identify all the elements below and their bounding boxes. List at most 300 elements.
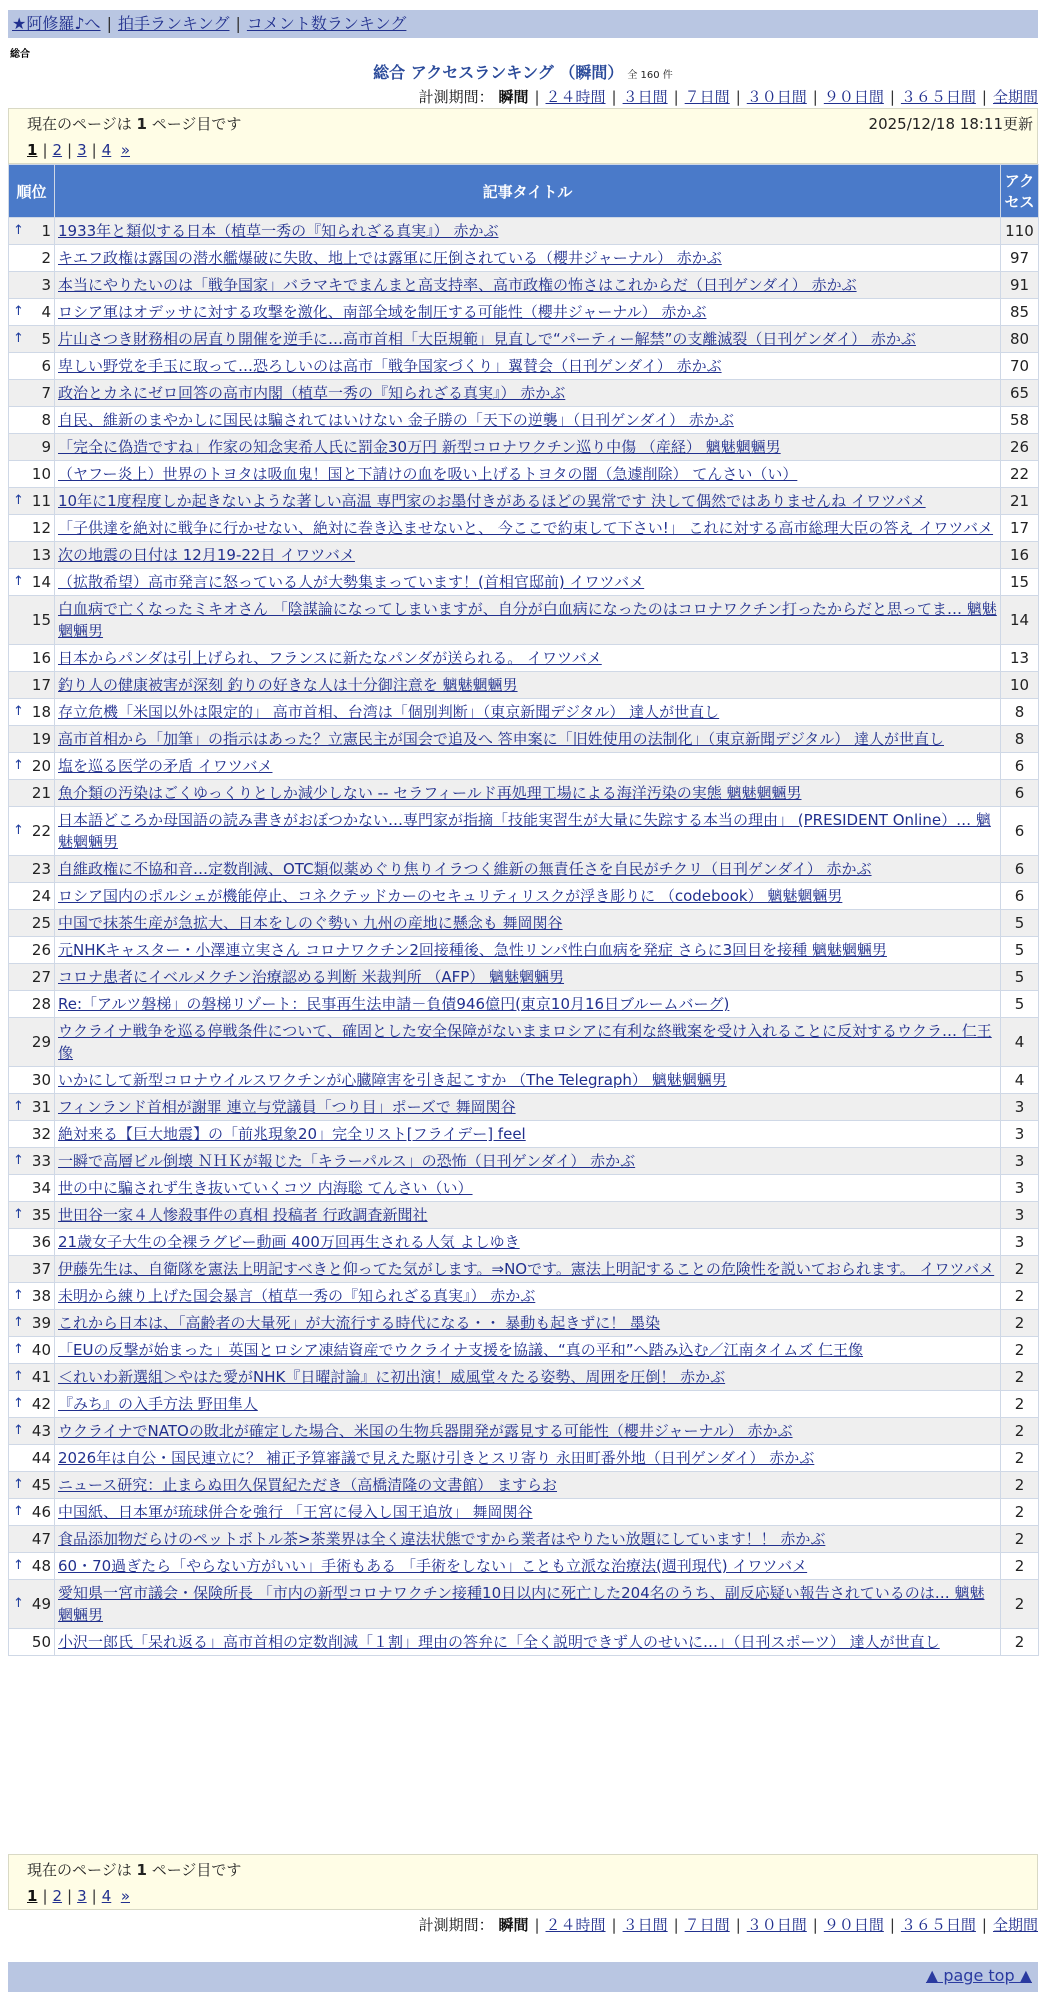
page-link-3[interactable]: 3: [77, 1887, 87, 1905]
title-cell: [55, 1526, 1001, 1553]
rank-cell: [9, 299, 55, 326]
period-label: 計測期間：: [418, 1916, 494, 1934]
title-cell: [55, 434, 1001, 461]
rank-number: 34: [31, 1179, 51, 1197]
rank-cell: [9, 380, 55, 407]
rank-up-arrow-icon: ↑: [13, 1596, 24, 1611]
table-row: [9, 991, 1039, 1018]
period-option-7d[interactable]: ７日間: [684, 88, 730, 106]
table-row: [9, 1580, 1039, 1629]
page-link-2[interactable]: 2: [52, 1887, 63, 1905]
rank-number: 6: [41, 357, 51, 375]
period-option-all[interactable]: 全期間: [992, 88, 1038, 106]
rank-cell: [9, 672, 55, 699]
period-option-90d[interactable]: ９０日間: [823, 88, 884, 106]
title-cell: [55, 1094, 1001, 1121]
table-row: [9, 1229, 1039, 1256]
access-count: 5: [1001, 964, 1039, 991]
access-count: 21: [1001, 488, 1039, 515]
access-count: 2: [1001, 1580, 1039, 1629]
period-option-365d[interactable]: ３６５日間: [900, 88, 976, 106]
article-title-link[interactable]: ウクライナでNATOの敗北が確定した場合、米国の生物兵器開発が露見する可能性（櫻井ジャーナル） 赤かぶ: [58, 1422, 793, 1440]
period-option-instant: 瞬間: [498, 1916, 529, 1934]
table-row: [9, 1526, 1039, 1553]
article-title-link[interactable]: 10年に1度程度しか起きないような著しい高温 専門家のお墨付きがあるほどの異常です 決して偶然ではありませんね イワツバメ: [58, 492, 926, 510]
rank-number: 8: [41, 411, 51, 429]
rank-up-arrow-icon: ↑: [13, 331, 24, 346]
access-count: 6: [1001, 807, 1039, 856]
article-title-link[interactable]: 日本語どころか母国語の読み書きがおぼつかない…専門家が指摘「技能実習生が大量に失踪する本当の理由」 (PRESIDENT Online）… 魑魅魍魎男: [58, 811, 991, 851]
rank-number: 24: [31, 887, 51, 905]
rank-cell: [9, 1018, 55, 1067]
rank-number: 20: [31, 757, 51, 775]
period-option-90d[interactable]: ９０日間: [823, 1916, 884, 1934]
title-cell: [55, 542, 1001, 569]
rank-number: 2: [41, 249, 51, 267]
rank-cell: [9, 245, 55, 272]
article-title-link[interactable]: 中国紙、日本軍が琉球併合を強行 「王宮に侵入し国王追放」 舞岡関谷: [58, 1503, 533, 1521]
rank-cell: [9, 1580, 55, 1629]
table-row: [9, 726, 1039, 753]
access-count: 2: [1001, 1445, 1039, 1472]
rank-cell: [9, 937, 55, 964]
table-row: [9, 1148, 1039, 1175]
rank-up-arrow-icon: ↑: [13, 1369, 24, 1384]
period-option-365d[interactable]: ３６５日間: [900, 1916, 976, 1934]
table-row: [9, 1391, 1039, 1418]
rank-cell: [9, 1472, 55, 1499]
article-title-link[interactable]: 「完全に偽造ですね」作家の知念実希人氏に罰金30万円 新型コロナワクチン巡り中傷 （産経） 魑魅魍魎男: [58, 438, 781, 456]
access-count: 4: [1001, 1018, 1039, 1067]
rank-cell: [9, 1418, 55, 1445]
access-count: 6: [1001, 856, 1039, 883]
article-title-link[interactable]: 本当にやりたいのは「戦争国家」バラマキでまんまと高支持率、高市政権の怖さはこれからだ（日刊ゲンダイ） 赤かぶ: [58, 276, 857, 294]
page-link-3[interactable]: 3: [77, 141, 87, 159]
table-row: [9, 326, 1039, 353]
page-link-4[interactable]: 4: [101, 1887, 112, 1905]
table-row: [9, 883, 1039, 910]
rank-cell: [9, 1629, 55, 1656]
article-title-link[interactable]: 21歳女子大生の全裸ラグビー動画 400万回再生される人気 よしゆき: [58, 1233, 520, 1251]
rank-cell: [9, 407, 55, 434]
article-title-link[interactable]: 世田谷一家４人惨殺事件の真相 投稿者 行政調査新聞社: [58, 1206, 428, 1224]
access-count: 14: [1001, 596, 1039, 645]
title-cell: [55, 569, 1001, 596]
article-title-link[interactable]: （拡散希望）高市発言に怒っている人が大勢集まっています！(首相官邸前) イワツバメ: [58, 573, 645, 591]
title-cell: [55, 1283, 1001, 1310]
page-link-4[interactable]: 4: [101, 141, 112, 159]
rank-cell: [9, 883, 55, 910]
ranking-table: [8, 164, 1039, 1656]
column-header-access: アクセス: [1001, 165, 1039, 218]
access-count: 5: [1001, 937, 1039, 964]
period-option-3d[interactable]: ３日間: [622, 88, 668, 106]
article-title-link[interactable]: 未明から練り上げた国会暴言（植草一秀の『知られざる真実』） 赤かぶ: [58, 1287, 536, 1305]
article-title-link[interactable]: 高市首相から「加筆」の指示はあった？立憲民主が国会で追及へ 答申案に「旧姓使用の法制化」（東京新聞デジタル） 達人が世直し: [58, 730, 944, 748]
article-title-link[interactable]: 食品添加物だらけのペットボトル茶>茶業界は全く違法状態ですから業者はやりたい放題にしています！！ 赤かぶ: [58, 1530, 826, 1548]
article-title-link[interactable]: 中国で抹茶生産が急拡大、日本をしのぐ勢い 九州の産地に懸念も 舞岡関谷: [58, 914, 563, 932]
rank-cell: [9, 1337, 55, 1364]
article-title-link[interactable]: 自民、維新のまやかしに国民は騙されてはいけない 金子勝の「天下の逆襲」（日刊ゲンダイ） 赤かぶ: [58, 411, 734, 429]
access-count: 6: [1001, 753, 1039, 780]
table-row: [9, 1472, 1039, 1499]
table-row: [9, 753, 1039, 780]
rank-cell: [9, 726, 55, 753]
access-count: 97: [1001, 245, 1039, 272]
access-count: 70: [1001, 353, 1039, 380]
article-title-link[interactable]: 60・70過ぎたら「やらない方がいい」手術もある 「手術をしない」ことも立派な治療法(週刊現代) イワツバメ: [58, 1557, 808, 1575]
article-title-link[interactable]: Re:「アルツ磐梯」の磐梯リゾート：民事再生法申請－負債946億円(東京10月16日ブルームバーグ): [58, 995, 730, 1013]
rank-number: 18: [31, 703, 51, 721]
access-count: 26: [1001, 434, 1039, 461]
article-title-link[interactable]: 片山さつき財務相の居直り開催を逆手に…高市首相「大臣規範」見直しで“パーティー解禁”の支離滅裂（日刊ゲンダイ） 赤かぶ: [58, 330, 916, 348]
table-row: [9, 245, 1039, 272]
access-count: 2: [1001, 1364, 1039, 1391]
rank-number: 15: [31, 611, 51, 629]
rank-number: 50: [31, 1633, 51, 1651]
total-count: 全 160 件: [627, 70, 673, 81]
access-count: 110: [1001, 218, 1039, 245]
access-count: 3: [1001, 1094, 1039, 1121]
title-cell: [55, 991, 1001, 1018]
rank-up-arrow-icon: ↑: [13, 1315, 24, 1330]
period-selector-top: 計測期間： 瞬間 | ２４時間 | ３日間 | ７日間 | ３０日間 | ９０日間 | ３６５日間 | 全期間: [418, 88, 1038, 106]
table-row: [9, 645, 1039, 672]
table-row: [9, 856, 1039, 883]
title-cell: [55, 596, 1001, 645]
rank-cell: [9, 1499, 55, 1526]
article-title-link[interactable]: 『みち』の入手方法 野田隼人: [58, 1395, 258, 1413]
rank-cell: [9, 488, 55, 515]
page-top-link[interactable]: ▲ page top ▲: [925, 1966, 1032, 1985]
table-row: [9, 910, 1039, 937]
title-cell: [55, 699, 1001, 726]
nav-comment-ranking-link[interactable]: コメント数ランキング: [246, 14, 407, 33]
page-title: 総合 アクセスランキング （瞬間）: [373, 63, 624, 82]
period-option-30d[interactable]: ３０日間: [746, 1916, 807, 1934]
rank-up-arrow-icon: ↑: [13, 1207, 24, 1222]
updated-timestamp: 2025/12/18 18:11更新: [868, 115, 1033, 133]
article-title-link[interactable]: ニュース研究：止まらぬ田久保買紀ただき（高橋清隆の文書館） ますらお: [58, 1476, 558, 1494]
period-option-24h[interactable]: ２４時間: [545, 88, 606, 106]
rank-cell: [9, 910, 55, 937]
pager-bottom: [8, 1854, 1038, 1910]
rank-cell: [9, 515, 55, 542]
title-cell: [55, 1256, 1001, 1283]
title-cell: [55, 1391, 1001, 1418]
title-cell: [55, 1337, 1001, 1364]
period-option-3d[interactable]: ３日間: [622, 1916, 668, 1934]
table-row: [9, 488, 1039, 515]
rank-up-arrow-icon: ↑: [13, 1342, 24, 1357]
rank-number: 21: [31, 784, 51, 802]
rank-cell: [9, 1283, 55, 1310]
title-cell: [55, 245, 1001, 272]
table-row: [9, 1418, 1039, 1445]
rank-number: 3: [41, 276, 51, 294]
rank-number: 44: [31, 1449, 51, 1467]
rank-number: 49: [31, 1595, 51, 1613]
access-count: 5: [1001, 910, 1039, 937]
rank-cell: [9, 461, 55, 488]
rank-cell: [9, 699, 55, 726]
title-cell: [55, 753, 1001, 780]
rank-number: 35: [31, 1206, 51, 1224]
table-row: [9, 1121, 1039, 1148]
access-count: 2: [1001, 1256, 1039, 1283]
period-option-30d[interactable]: ３０日間: [746, 88, 807, 106]
rank-cell: [9, 1094, 55, 1121]
rank-cell: [9, 542, 55, 569]
article-title-link[interactable]: 世の中に騙されず生き抜いていくコツ 内海聡 てんさい（い）: [58, 1179, 473, 1197]
title-cell: [55, 780, 1001, 807]
rank-number: 19: [31, 730, 51, 748]
page-link-1[interactable]: 1: [27, 1887, 38, 1905]
title-cell: [55, 726, 1001, 753]
title-cell: [55, 1629, 1001, 1656]
title-cell: [55, 937, 1001, 964]
table-row: [9, 807, 1039, 856]
rank-cell: [9, 434, 55, 461]
page-next-link[interactable]: »: [120, 141, 130, 159]
access-count: 15: [1001, 569, 1039, 596]
title-cell: [55, 1121, 1001, 1148]
access-count: 58: [1001, 407, 1039, 434]
column-header-rank: 順位: [9, 165, 55, 218]
article-title-link[interactable]: 2026年は自公・国民連立に？ 補正予算審議で見えた駆け引きとスリ寄り 永田町番外地（日刊ゲンダイ） 赤かぶ: [58, 1449, 815, 1467]
article-title-link[interactable]: ウクライナ戦争を巡る停戦条件について、確固とした安全保障がないままロシアに有利な終戦案を受け入れることに反対するウクラ… 仁王像: [58, 1022, 992, 1062]
access-count: 2: [1001, 1499, 1039, 1526]
access-count: 3: [1001, 1229, 1039, 1256]
rank-cell: [9, 1067, 55, 1094]
rank-number: 5: [41, 330, 51, 348]
article-title-link[interactable]: 自維政権に不協和音…定数削減、OTC類似薬めぐり焦りイラつく維新の無責任さを自民がチクリ（日刊ゲンダイ） 赤かぶ: [58, 860, 872, 878]
rank-cell: [9, 1391, 55, 1418]
table-row: [9, 937, 1039, 964]
article-title-link[interactable]: 政治とカネにゼロ回答の高市内閣（植草一秀の『知られざる真実』） 赤かぶ: [58, 384, 566, 402]
title-cell: [55, 515, 1001, 542]
article-title-link[interactable]: 伊藤先生は、自衛隊を憲法上明記すべきと仰ってた気がします。⇒NOです。憲法上明記することの危険性を説いておられます。 イワツバメ: [58, 1260, 995, 1278]
period-option-instant: 瞬間: [498, 88, 529, 106]
page-link-2[interactable]: 2: [52, 141, 63, 159]
table-row: [9, 1283, 1039, 1310]
rank-number: 12: [31, 519, 51, 537]
article-title-link[interactable]: キエフ政権は露国の潜水艦爆破に失敗、地上では露軍に圧倒されている（櫻井ジャーナル） 赤かぶ: [58, 249, 722, 267]
title-cell: [55, 672, 1001, 699]
title-cell: [55, 488, 1001, 515]
title-cell: [55, 964, 1001, 991]
table-row: [9, 569, 1039, 596]
access-count: 91: [1001, 272, 1039, 299]
article-title-link[interactable]: （ヤフー炎上）世界のトヨタは吸血鬼！国と下請けの血を吸い上げるトヨタの闇（急遽削除） てんさい（い）: [58, 465, 798, 483]
rank-up-arrow-icon: ↑: [13, 493, 24, 508]
access-count: 16: [1001, 542, 1039, 569]
rank-cell: [9, 272, 55, 299]
title-cell: [55, 407, 1001, 434]
bottom-bar: [8, 1962, 1038, 1992]
period-selector-bottom: 計測期間： 瞬間 | ２４時間 | ３日間 | ７日間 | ３０日間 | ９０日間 | ３６５日間 | 全期間: [418, 1916, 1038, 1934]
title-cell: [55, 380, 1001, 407]
section-label: 総合: [10, 49, 30, 60]
rank-number: 17: [31, 676, 51, 694]
access-count: 65: [1001, 380, 1039, 407]
rank-cell: [9, 1148, 55, 1175]
rank-cell: [9, 596, 55, 645]
rank-number: 9: [41, 438, 51, 456]
table-row: [9, 218, 1039, 245]
title-cell: [55, 1175, 1001, 1202]
article-title-link[interactable]: 1933年と類似する日本（植草一秀の『知られざる真実』） 赤かぶ: [58, 222, 499, 240]
access-count: 2: [1001, 1629, 1039, 1656]
rank-up-arrow-icon: ↑: [13, 574, 24, 589]
nav-applause-ranking-link[interactable]: 拍手ランキング: [117, 14, 230, 33]
page-link-1[interactable]: 1: [27, 141, 38, 159]
article-title-link[interactable]: 卑しい野党を手玉に取って…恐ろしいのは高市「戦争国家づくり」翼賛会（日刊ゲンダイ） 赤かぶ: [58, 357, 722, 375]
title-cell: [55, 856, 1001, 883]
article-title-link[interactable]: ＜れいわ新選組＞やはた愛がNHK『日曜討論』に初出演！威風堂々たる姿勢、周囲を圧倒！ 赤かぶ: [58, 1368, 726, 1386]
access-count: 2: [1001, 1283, 1039, 1310]
article-title-link[interactable]: いかにして新型コロナウイルスワクチンが心臓障害を引き起こすか （The Telegraph） 魑魅魍魎男: [58, 1071, 727, 1089]
title-cell: [55, 353, 1001, 380]
access-count: 3: [1001, 1202, 1039, 1229]
rank-number: 30: [31, 1071, 51, 1089]
rank-number: 26: [31, 941, 51, 959]
rank-number: 28: [31, 995, 51, 1013]
title-cell: [55, 1499, 1001, 1526]
table-row: [9, 1175, 1039, 1202]
rank-number: 27: [31, 968, 51, 986]
rank-number: 39: [31, 1314, 51, 1332]
rank-up-arrow-icon: ↑: [13, 704, 24, 719]
period-option-7d[interactable]: ７日間: [684, 1916, 730, 1934]
rank-up-arrow-icon: ↑: [13, 1396, 24, 1411]
pager-top: [8, 108, 1038, 164]
rank-up-arrow-icon: ↑: [13, 1288, 24, 1303]
rank-cell: [9, 1526, 55, 1553]
article-title-link[interactable]: 「子供達を絶対に戦争に行かせない、絶対に巻き込ませないと、 今ここで約束して下さい!」 これに対する高市総理大臣の答え イワツバメ: [58, 519, 994, 537]
title-cell: [55, 1418, 1001, 1445]
table-row: [9, 1310, 1039, 1337]
access-count: 6: [1001, 883, 1039, 910]
article-title-link[interactable]: 日本からパンダは引上げられ、フランスに新たなパンダが送られる。 イワツバメ: [58, 649, 602, 667]
access-count: 3: [1001, 1148, 1039, 1175]
article-title-link[interactable]: 釣り人の健康被害が深刻 釣りの好きな人は十分御注意を 魑魅魍魎男: [58, 676, 518, 694]
rank-cell: [9, 1229, 55, 1256]
current-page-text-bottom: 現在のページは 1 ページ目です: [27, 1861, 242, 1879]
period-option-all[interactable]: 全期間: [992, 1916, 1038, 1934]
rank-cell: [9, 1445, 55, 1472]
rank-number: 13: [31, 546, 51, 564]
article-title-link[interactable]: 小沢一郎氏「呆れ返る」高市首相の定数削減「１割」理由の答弁に「全く説明できず人のせいに…」（日刊スポーツ） 達人が世直し: [58, 1633, 940, 1651]
access-count: 2: [1001, 1472, 1039, 1499]
rank-number: 16: [31, 649, 51, 667]
article-title-link[interactable]: 次の地震の日付は 12月19-22日 イワツバメ: [58, 546, 355, 564]
rank-cell: [9, 1364, 55, 1391]
article-title-link[interactable]: 存立危機「米国以外は限定的」 高市首相、台湾は「個別判断」（東京新聞デジタル） 達人が世直し: [58, 703, 720, 721]
table-row: [9, 964, 1039, 991]
article-title-link[interactable]: フィンランド首相が謝罪 連立与党議員「つり目」ポーズで 舞岡関谷: [58, 1098, 516, 1116]
article-title-link[interactable]: これから日本は、「高齢者の大量死」が大流行する時代になる・・ 暴動も起きずに！ 墨染: [58, 1314, 661, 1332]
rank-number: 43: [31, 1422, 51, 1440]
table-row: [9, 461, 1039, 488]
rank-number: 31: [31, 1098, 51, 1116]
rank-number: 29: [31, 1033, 51, 1051]
access-count: 3: [1001, 1175, 1039, 1202]
page-links: 1 | 2 | 3 | 4 »: [27, 141, 130, 159]
title-cell: [55, 326, 1001, 353]
title-cell: [55, 1067, 1001, 1094]
article-title-link[interactable]: 「EUの反撃が始まった」英国とロシア凍結資産でウクライナ支援を協議、“真の平和”へ踏み込む／江南タイムズ 仁王像: [58, 1341, 864, 1359]
rank-up-arrow-icon: ↑: [13, 1504, 24, 1519]
access-count: 2: [1001, 1553, 1039, 1580]
rank-cell: [9, 991, 55, 1018]
article-title-link[interactable]: 塩を巡る医学の矛盾 イワツバメ: [58, 757, 273, 775]
table-row: [9, 515, 1039, 542]
table-row: [9, 780, 1039, 807]
article-title-link[interactable]: 絶対来る【巨大地震】の「前兆現象20」完全リスト[フライデー] feel: [58, 1125, 526, 1143]
nav-asyura-link[interactable]: ★阿修羅♪へ: [12, 14, 101, 33]
article-title-link[interactable]: コロナ患者にイベルメクチン治療認める判断 米裁判所 （AFP） 魑魅魍魎男: [58, 968, 565, 986]
table-row: [9, 353, 1039, 380]
title-cell: [55, 1229, 1001, 1256]
article-title-link[interactable]: 一瞬で高層ビル倒壊 ＮＨＫが報じた「キラーパルス」の恐怖（日刊ゲンダイ） 赤かぶ: [58, 1152, 636, 1170]
access-count: 13: [1001, 645, 1039, 672]
rank-up-arrow-icon: ↑: [13, 304, 24, 319]
rank-number: 23: [31, 860, 51, 878]
access-count: 6: [1001, 780, 1039, 807]
title-cell: [55, 1445, 1001, 1472]
period-option-24h[interactable]: ２４時間: [545, 1916, 606, 1934]
rank-number: 7: [41, 384, 51, 402]
article-title-link[interactable]: 愛知県一宮市議会・保険所長 「市内の新型コロナワクチン接種10日以内に死亡した204名のうち、副反応疑い報告されているのは… 魑魅魍魎男: [58, 1584, 985, 1624]
rank-up-arrow-icon: ↑: [13, 1477, 24, 1492]
access-count: 80: [1001, 326, 1039, 353]
article-title-link[interactable]: ロシア国内のポルシェが機能停止、コネクテッドカーのセキュリティリスクが浮き彫りに （codebook） 魑魅魍魎男: [58, 887, 843, 905]
article-title-link[interactable]: 元NHKキャスター・小澤連立実さん コロナワクチン2回接種後、急性リンパ性白血病を発症 さらに3回目を接種 魑魅魍魎男: [58, 941, 887, 959]
title-cell: [55, 807, 1001, 856]
access-count: 8: [1001, 699, 1039, 726]
access-count: 2: [1001, 1526, 1039, 1553]
rank-cell: [9, 964, 55, 991]
table-row: [9, 407, 1039, 434]
article-title-link[interactable]: 白血病で亡くなったミキオさん 「陰謀論になってしまいますが、自分が白血病になったのはコロナワクチン打ったからだと思ってま… 魑魅魍魎男: [58, 600, 997, 640]
access-count: 22: [1001, 461, 1039, 488]
rank-number: 1: [41, 222, 51, 240]
rank-cell: [9, 1175, 55, 1202]
article-title-link[interactable]: ロシア軍はオデッサに対する攻撃を激化、南部全域を制圧する可能性（櫻井ジャーナル） 赤かぶ: [58, 303, 707, 321]
rank-number: 33: [31, 1152, 51, 1170]
rank-cell: [9, 645, 55, 672]
rank-number: 14: [31, 573, 51, 591]
page-next-link[interactable]: »: [120, 1887, 130, 1905]
access-count: 85: [1001, 299, 1039, 326]
table-row: [9, 1364, 1039, 1391]
rank-cell: [9, 218, 55, 245]
table-row: [9, 434, 1039, 461]
article-title-link[interactable]: 魚介類の汚染はごくゆっくりとしか減少しない -- セラフィールド再処理工場による海洋汚染の実態 魑魅魍魎男: [58, 784, 802, 802]
rank-number: 36: [31, 1233, 51, 1251]
rank-number: 42: [31, 1395, 51, 1413]
table-row: [9, 1553, 1039, 1580]
rank-number: 22: [31, 822, 51, 840]
rank-number: 47: [31, 1530, 51, 1548]
page-title-row: [8, 62, 1038, 87]
table-row: [9, 596, 1039, 645]
access-count: 3: [1001, 1121, 1039, 1148]
table-row: [9, 1256, 1039, 1283]
table-row: [9, 542, 1039, 569]
rank-number: 37: [31, 1260, 51, 1278]
